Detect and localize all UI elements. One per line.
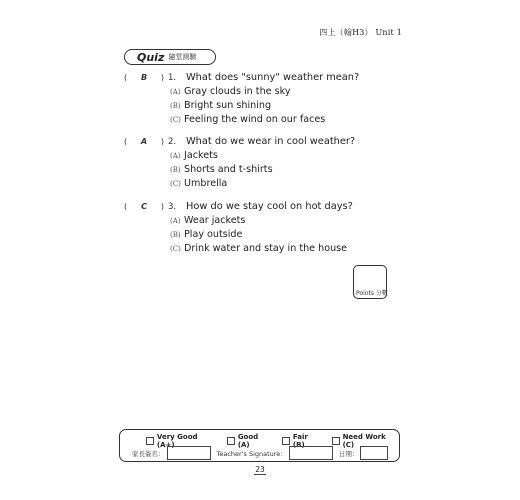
option-letter: (B)	[170, 102, 181, 110]
quiz-title: Quiz	[137, 50, 165, 64]
question-number-2: 2.	[168, 137, 177, 147]
option-text: Jackets	[184, 150, 218, 161]
quiz-subtitle: 隨堂測驗	[168, 53, 197, 61]
answer-3: C	[141, 202, 147, 211]
option-letter: (A)	[170, 152, 181, 160]
option-letter: (A)	[170, 88, 181, 96]
grade-label: Fair (B)	[292, 433, 308, 449]
grade-label: Good (A)	[237, 433, 259, 449]
page-number: 23	[255, 465, 265, 474]
option-1a	[170, 86, 424, 100]
option-text: Drink water and stay in the house	[184, 243, 348, 254]
quiz-title-badge	[124, 49, 216, 65]
question-number-3: 3.	[168, 202, 177, 212]
parent-signature-field[interactable]	[167, 446, 211, 460]
answer-blank-3[interactable]: ( C )	[124, 202, 164, 211]
option-text: Gray clouds in the sky	[184, 86, 291, 97]
option-letter: (B)	[170, 231, 181, 239]
evaluation-box	[119, 429, 400, 462]
question-1	[124, 72, 424, 128]
option-letter: (C)	[170, 180, 181, 188]
question-text-2: What do we wear in cool weather?	[186, 136, 356, 147]
question-2	[124, 136, 424, 192]
answer-2: A	[140, 137, 148, 146]
question-text-3: How do we stay cool on hot days?	[186, 201, 353, 212]
checkbox-icon[interactable]	[227, 437, 235, 445]
points-box[interactable]	[353, 265, 387, 299]
answer-blank-1[interactable]: ( B )	[124, 73, 164, 82]
grade-label: Very Good (A+)	[156, 433, 198, 449]
checkbox-icon[interactable]	[332, 437, 340, 445]
option-letter: (A)	[170, 217, 181, 225]
unit-header: 四上（翰H3） Unit 1	[319, 28, 402, 37]
option-text: Play outside	[184, 229, 243, 240]
date-field[interactable]	[360, 446, 388, 460]
option-2c	[170, 178, 424, 192]
option-2a	[170, 150, 424, 164]
answer-blank-2[interactable]: ( A )	[124, 137, 164, 146]
grade-label: Need Work (C)	[342, 433, 386, 449]
option-3c	[170, 243, 424, 257]
option-1c	[170, 114, 424, 128]
question-number-1: 1.	[168, 73, 177, 83]
option-text: Bright sun shining	[184, 100, 272, 111]
option-1b	[170, 100, 424, 114]
option-2b	[170, 164, 424, 178]
date-label: 日期：	[338, 449, 359, 458]
option-text: Wear jackets	[184, 215, 246, 226]
option-text: Umbrella	[184, 178, 228, 189]
option-letter: (B)	[170, 166, 181, 174]
answer-1: B	[140, 73, 148, 82]
page-number-container	[0, 465, 520, 474]
option-3a	[170, 215, 424, 229]
option-text: Shorts and t-shirts	[184, 164, 273, 175]
question-3	[124, 201, 424, 257]
signature-row	[132, 446, 388, 460]
option-letter: (C)	[170, 245, 181, 253]
parent-signature-label: 家長簽名：	[132, 449, 165, 458]
checkbox-icon[interactable]	[146, 437, 154, 445]
checkbox-icon[interactable]	[282, 437, 290, 445]
points-label: Points 分數	[356, 290, 388, 297]
teacher-signature-label: Teacher's Signature：	[216, 449, 287, 458]
option-text: Feeling the wind on our faces	[184, 114, 326, 125]
option-3b	[170, 229, 424, 243]
teacher-signature-field[interactable]	[289, 446, 333, 460]
question-text-1: What does "sunny" weather mean?	[186, 72, 360, 83]
option-letter: (C)	[170, 116, 181, 124]
